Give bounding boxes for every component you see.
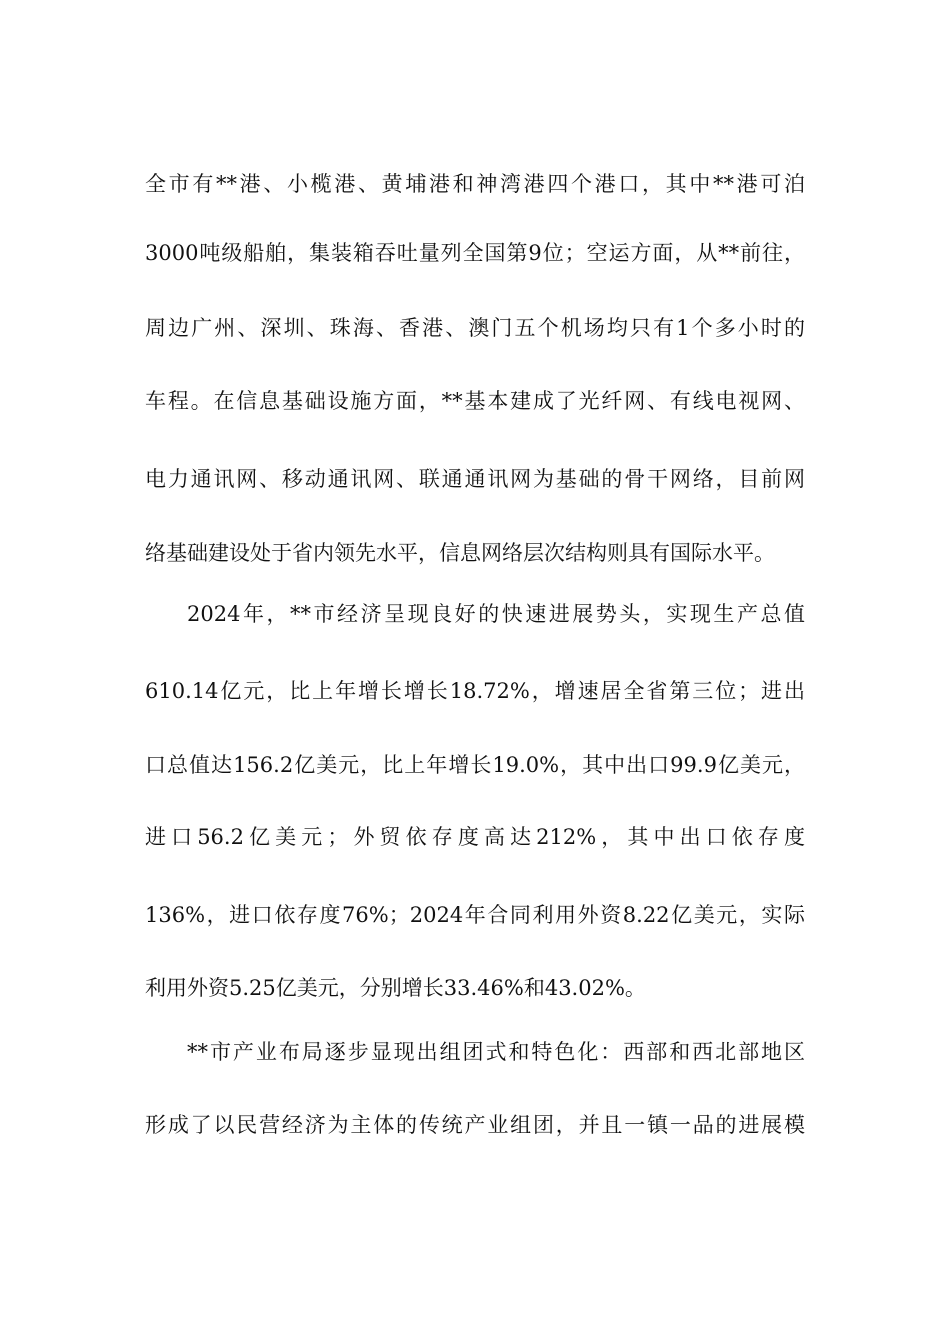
text-line-12: 利用外资5.25亿美元，分别增长33.46%和43.02%。 bbox=[145, 976, 646, 1000]
text-line-7: 2024年，**市经济呈现良好的快速进展势头，实现生产总值 bbox=[187, 602, 805, 626]
text-line-2: 3000吨级船舶，集装箱吞吐量列全国第9位；空运方面，从**前往， bbox=[145, 241, 805, 265]
text-line-1: 全市有**港、小榄港、黄埔港和神湾港四个港口，其中**港可泊 bbox=[145, 172, 805, 196]
text-line-8: 610.14亿元，比上年增长增长18.72%，增速居全省第三位；进出 bbox=[145, 679, 805, 703]
text-line-3: 周边广州、深圳、珠海、香港、澳门五个机场均只有1个多小时的 bbox=[145, 316, 805, 340]
text-line-14: 形成了以民营经济为主体的传统产业组团，并且一镇一品的进展模 bbox=[145, 1113, 805, 1137]
text-line-13: **市产业布局逐步显现出组团式和特色化：西部和西北部地区 bbox=[187, 1040, 805, 1064]
text-line-9: 口总值达156.2亿美元，比上年增长19.0%，其中出口99.9亿美元， bbox=[145, 753, 805, 777]
text-line-11: 136%，进口依存度76%；2024年合同利用外资8.22亿美元，实际 bbox=[145, 903, 805, 927]
text-line-10: 进口56.2亿美元；外贸依存度高达212%，其中出口依存度 bbox=[145, 825, 805, 849]
text-line-5: 电力通讯网、移动通讯网、联通通讯网为基础的骨干网络，目前网 bbox=[145, 467, 805, 491]
text-line-6: 络基础建设处于省内领先水平，信息网络层次结构则具有国际水平。 bbox=[145, 541, 775, 565]
text-line-4: 车程。在信息基础设施方面，**基本建成了光纤网、有线电视网、 bbox=[145, 389, 805, 413]
